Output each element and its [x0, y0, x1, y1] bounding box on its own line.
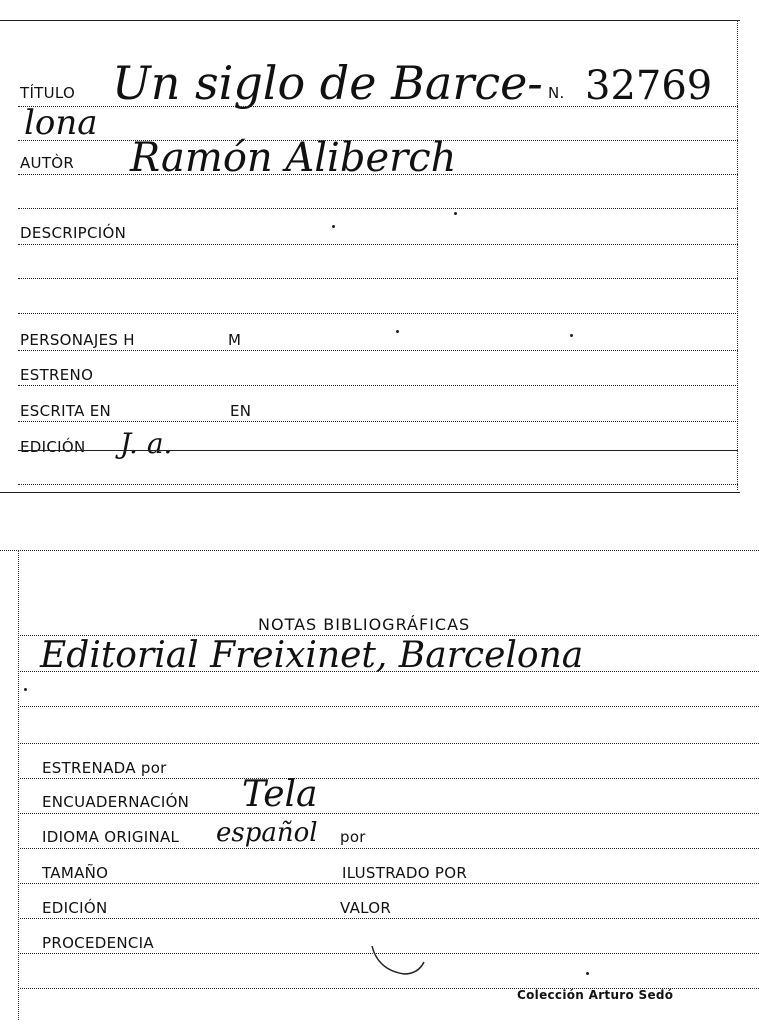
procedencia-label: PROCEDENCIA [42, 934, 154, 952]
estreno-line [18, 385, 738, 386]
estrenada-line [20, 778, 759, 779]
edicion-back-line [20, 918, 759, 919]
edicion-label: EDICIÓN [20, 438, 86, 456]
autor-label: AUTÒR [20, 154, 75, 172]
tamano-label: TAMAÑO [42, 864, 109, 882]
edicion-value: J. a. [120, 427, 173, 460]
titulo-value-continued: lona [24, 103, 98, 143]
idioma-line [20, 848, 759, 849]
speck [586, 972, 589, 975]
descripcion-line-2 [18, 278, 738, 279]
personajes-line [18, 350, 738, 351]
numero-label: N. [548, 84, 565, 102]
titulo-line [18, 106, 738, 107]
edicion-back-label: EDICIÓN [42, 899, 108, 917]
titulo-value: Un siglo de Barce- [112, 56, 543, 110]
catalog-card-back [0, 540, 759, 1028]
card-bottom-line [18, 484, 738, 485]
personajes-label: PERSONAJES H [20, 331, 135, 349]
descripcion-line [18, 244, 738, 245]
card-top-edge [0, 550, 759, 551]
ilustrado-label: ILUSTRADO POR [342, 864, 468, 882]
idioma-por-label: por [340, 828, 366, 846]
speck [570, 334, 573, 337]
titulo-label: TÍTULO [20, 84, 76, 102]
escrita-line [18, 421, 738, 422]
estreno-label: ESTRENO [20, 366, 94, 384]
escrita-label: ESCRITA EN [20, 402, 112, 420]
valor-label: VALOR [340, 899, 392, 917]
card-top-edge [0, 20, 740, 21]
descripcion-label: DESCRIPCIÓN [20, 224, 127, 242]
speck [332, 225, 335, 228]
numero-value: 32769 [585, 63, 713, 109]
autor-value: Ramón Aliberch [130, 135, 457, 181]
speck [454, 212, 457, 215]
autor-line [18, 174, 738, 175]
notas-line-4 [20, 743, 759, 744]
speck [24, 688, 27, 691]
estrenada-label: ESTRENADA por [42, 759, 167, 777]
descripcion-line-3 [18, 313, 738, 314]
collection-footer: Colección Arturo Sedó [517, 988, 674, 1002]
card-bottom-edge [0, 492, 740, 493]
card-right-edge [737, 20, 738, 490]
blank-line-1 [18, 208, 738, 209]
encuadernacion-label: ENCUADERNACIÓN [42, 793, 190, 811]
notas-heading: NOTAS BIBLIOGRÁFICAS [258, 615, 471, 634]
encuadernacion-value: Tela [242, 774, 318, 815]
en-label: EN [230, 402, 252, 420]
edicion-line [18, 450, 738, 451]
idioma-label: IDIOMA ORIGINAL [42, 828, 180, 846]
personajes-m-label: M [228, 331, 242, 349]
hand-mark [368, 940, 428, 980]
notas-line-3 [20, 706, 759, 707]
tamano-line [20, 883, 759, 884]
idioma-value: español [216, 818, 318, 848]
encuadernacion-line [20, 813, 759, 814]
card-left-edge [18, 550, 19, 1020]
speck [396, 330, 399, 333]
notas-line-2 [20, 671, 759, 672]
catalog-card-front [0, 0, 759, 500]
notas-value: Editorial Freixinet, Barcelona [40, 635, 584, 676]
